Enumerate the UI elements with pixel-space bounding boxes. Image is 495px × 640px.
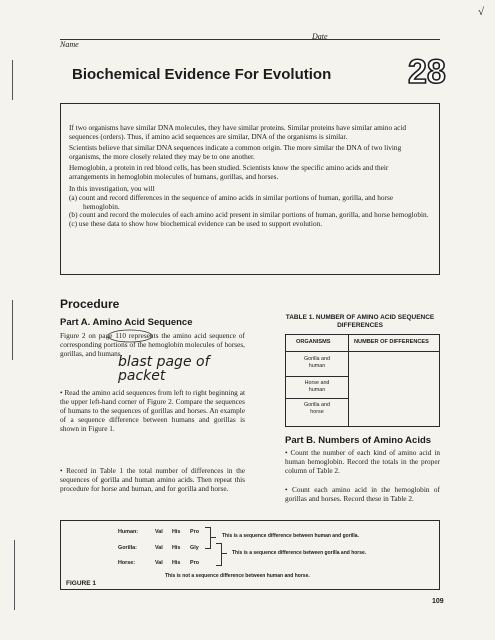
date-label: Date — [312, 32, 328, 41]
table-row-divider — [286, 376, 348, 377]
table-cell-organism: Gorilla and horse — [303, 402, 331, 415]
figure-note: This is not a sequence difference between human and horse. — [165, 573, 310, 579]
procedure-heading: Procedure — [60, 297, 120, 311]
page-title: Biochemical Evidence For Evolution — [72, 66, 332, 83]
page-number: 109 — [432, 598, 444, 605]
intro-paragraph: Hemoglobin, a protein in red blood cells, has been studied. Scientists know the specific amino acids and their arrangements in hemoglobin molecules of humans, gorillas, and horses. — [69, 163, 389, 181]
sequence-organism: Human: — [118, 529, 139, 535]
objective-item: (c) use these data to show how biochemical evidence can be used to support evolution. — [69, 218, 323, 228]
part-a-paragraph: Figure 2 on page 110 represents the amino acid sequence of corresponding portions of the hemoglobin molecules of horses, gorillas, and humans. — [60, 331, 245, 358]
objective-item: (b) count and record the molecules of each amino acid present in similar portions of human, gorilla, and horse hemoglobin. — [69, 210, 429, 220]
intro-paragraph: If two organisms have similar DNA molecules, they have similar proteins. Similar proteins have similar amino acid sequences (orders). Thus, if amino acid sequences are similar, DNA of the organisms is similar. — [69, 123, 407, 141]
name-label: Name — [60, 40, 79, 49]
table-header-differences: NUMBER OF DIFFERENCES — [354, 339, 429, 345]
check-mark: √ — [478, 6, 485, 18]
binder-mark — [12, 60, 13, 100]
lab-number-text: 28 — [408, 53, 446, 88]
lab-number-badge — [405, 52, 451, 88]
part-a-paragraph: • Record in Table 1 the total number of differences in the sequences of gorilla and human amino acids. Then repeat this procedure for horse and human, and for gorilla and horse. — [60, 466, 245, 493]
bracket-tick — [210, 537, 216, 538]
binder-mark — [12, 300, 13, 360]
part-b-paragraph: • Count the number of each kind of amino acid in human hemoglobin. Record the totals in the proper column of Table 2. — [285, 448, 440, 475]
figure-note: This is a sequence difference between gorilla and horse. — [232, 550, 367, 556]
bracket-gorilla-horse — [216, 543, 222, 566]
sequence-amino-acid: His — [172, 529, 181, 535]
sequence-organism: Horse: — [118, 560, 136, 566]
binder-mark — [14, 540, 15, 610]
sequence-organism: Gorilla: — [118, 545, 137, 551]
sequence-amino-acid: Val — [155, 529, 163, 535]
table-1 — [285, 334, 440, 427]
sequence-amino-acid: Gly — [190, 545, 199, 551]
intro-paragraph: In this investigation, you will — [69, 183, 155, 193]
sequence-amino-acid: Val — [155, 560, 163, 566]
intro-paragraph: Scientists believe that similar DNA sequences indicate a common origin. The more similar the DNA of two living organisms, the more closely related they may be to one another. — [69, 143, 402, 161]
sequence-amino-acid: His — [172, 545, 181, 551]
sequence-amino-acid: His — [172, 560, 181, 566]
sequence-amino-acid: Pro — [190, 529, 199, 535]
objective-item: (a) count and record differences in the sequence of amino acids in similar portions of human, gorilla, and horse hemoglobin. — [69, 193, 394, 211]
part-a-paragraph: • Read the amino acid sequences from left to right beginning at the upper left-hand corner of Figure 2. Compare the sequences of humans to the sequences of gorillas and horses. An example of a sequence difference between humans and gorillas is shown in Figure 1. — [60, 388, 245, 433]
table-header-organisms: ORGANISMS — [296, 339, 331, 345]
figure-note: This is a sequence difference between human and gorilla. — [222, 533, 359, 539]
header-rule — [60, 39, 440, 40]
table-1-title: TABLE 1. NUMBER OF AMINO ACID SEQUENCE DIFFERENCES — [285, 314, 435, 329]
sequence-amino-acid: Pro — [190, 560, 199, 566]
handwritten-note: blast page of packet — [118, 354, 210, 384]
part-b-paragraph: • Count each amino acid in the hemoglobin of gorillas and horses. Record these in Table 2. — [285, 485, 440, 503]
handwritten-circle — [104, 328, 154, 344]
table-column-divider — [348, 335, 349, 426]
table-cell-organism: Gorilla and human — [303, 356, 331, 369]
sequence-amino-acid: Val — [155, 545, 163, 551]
bracket-human-gorilla — [205, 527, 211, 549]
intro-box — [60, 103, 440, 275]
table-row-divider — [286, 398, 348, 399]
part-b-heading: Part B. Numbers of Amino Acids — [285, 435, 432, 446]
bracket-tick — [221, 553, 227, 554]
table-cell-organism: Horse and human — [304, 380, 330, 393]
figure-1-label: FIGURE 1 — [66, 580, 96, 587]
part-a-heading: Part A. Amino Acid Sequence — [60, 317, 193, 328]
